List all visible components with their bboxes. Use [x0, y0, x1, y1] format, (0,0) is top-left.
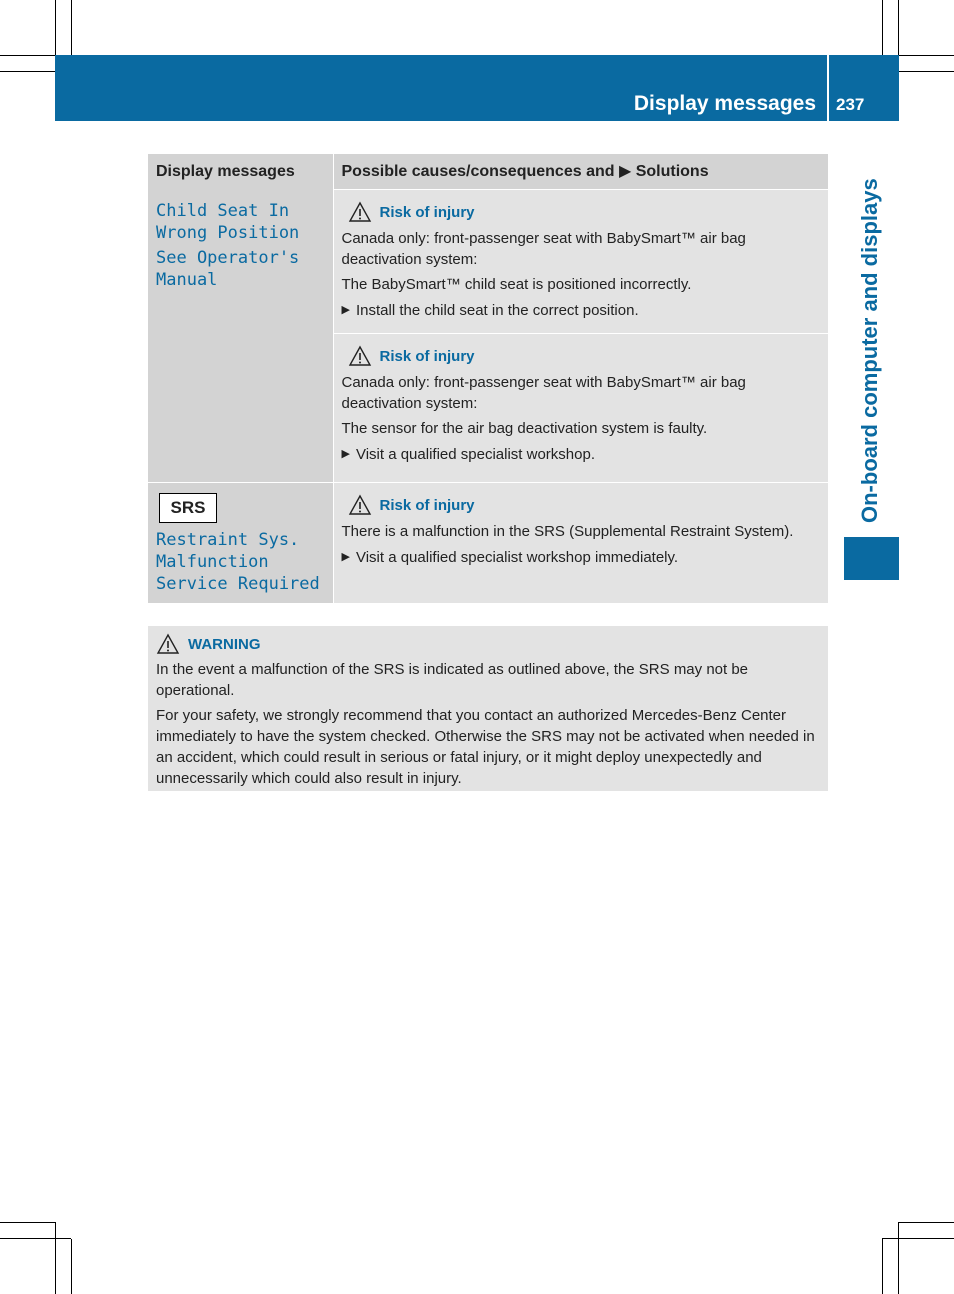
crop-mark [71, 0, 72, 55]
arrow-right-icon: ▶ [341, 304, 350, 316]
crop-mark [0, 1222, 55, 1223]
crop-mark [0, 1238, 71, 1239]
crop-mark [55, 0, 56, 55]
section-side-tab [844, 537, 899, 580]
display-messages-table [148, 154, 828, 603]
srs-icon: SRS [159, 493, 217, 523]
cause-text: The sensor for the air bag deactivation system is faulty. [341, 420, 708, 437]
cause-text: There is a malfunction in the SRS (Supplemental Restraint System). [341, 523, 794, 540]
crop-mark [882, 0, 883, 55]
risk-label: Risk of injury [379, 203, 475, 221]
section-side-label: On-board computer and displays [857, 178, 882, 523]
arrow-right-icon: ▶ [341, 448, 350, 460]
crop-mark [899, 55, 954, 56]
message-text: See Operator's [156, 247, 300, 268]
action-item [342, 444, 821, 465]
page-title: Display messages [633, 92, 816, 115]
risk-label: Risk of injury [379, 347, 475, 365]
warning-label: WARNING [188, 635, 261, 653]
table-row [148, 190, 828, 334]
crop-mark [898, 1222, 899, 1294]
risk-heading [348, 344, 821, 368]
crop-mark [882, 1239, 883, 1294]
crop-mark [882, 1238, 954, 1239]
page-number: 237 [836, 95, 865, 114]
message-text: Manual [156, 269, 218, 290]
table-header-row [148, 154, 828, 190]
solution-cell [333, 334, 828, 483]
column-header-causes-solutions: Possible causes/consequences and ▶ Solutions [333, 154, 828, 190]
risk-label: Risk of injury [379, 496, 475, 514]
message-text: Service Required [156, 574, 320, 594]
cause-text: Canada only: front-passenger seat with BabySmart™ air bag deactivation system: [341, 230, 746, 268]
crop-mark [0, 55, 55, 56]
message-text: Malfunction [156, 552, 269, 572]
warning-triangle-icon [348, 201, 372, 223]
warning-triangle-icon [156, 633, 180, 655]
cause-text: The BabySmart™ child seat is positioned incorrectly. [341, 276, 692, 293]
risk-heading [348, 200, 821, 224]
action-item [342, 547, 821, 568]
solution-cell [333, 483, 828, 604]
action-text: Visit a qualified specialist workshop immediately. [355, 549, 679, 566]
column-header-display-messages: Display messages [148, 154, 333, 190]
warning-triangle-icon [348, 494, 372, 516]
message-text: Wrong Position [156, 222, 300, 243]
message-cell [148, 483, 333, 604]
action-text: Install the child seat in the correct position. [355, 302, 639, 319]
action-text: Visit a qualified specialist workshop. [355, 446, 595, 463]
crop-mark [899, 1222, 954, 1223]
crop-mark [71, 1239, 72, 1294]
header-divider [827, 55, 829, 121]
warning-triangle-icon [348, 345, 372, 367]
warning-text: For your safety, we strongly recommend that you contact an authorized Mercedes-Benz Center immediately to have the system checked. Otherwise the SRS may not be activated when needed in an accident, which could result in serious or fatal injury, or it might deploy unexpectedly and unnecessarily which could also result in injury. [156, 707, 815, 787]
message-text: Restraint Sys. [156, 530, 300, 550]
message-text: Child Seat In [156, 200, 290, 221]
warning-box [148, 626, 828, 791]
arrow-right-icon: ▶ [341, 551, 350, 563]
crop-mark [0, 71, 55, 72]
table-row [148, 483, 828, 604]
message-cell [148, 190, 333, 483]
cause-text: Canada only: front-passenger seat with BabySmart™ air bag deactivation system: [341, 374, 746, 412]
crop-mark [899, 71, 954, 72]
crop-mark [898, 0, 899, 55]
risk-heading [348, 493, 821, 517]
warning-heading [156, 631, 820, 657]
action-item [342, 300, 821, 321]
crop-mark [55, 1222, 56, 1294]
solution-cell [333, 190, 828, 334]
warning-text: In the event a malfunction of the SRS is indicated as outlined above, the SRS may not be operational. [156, 661, 749, 699]
